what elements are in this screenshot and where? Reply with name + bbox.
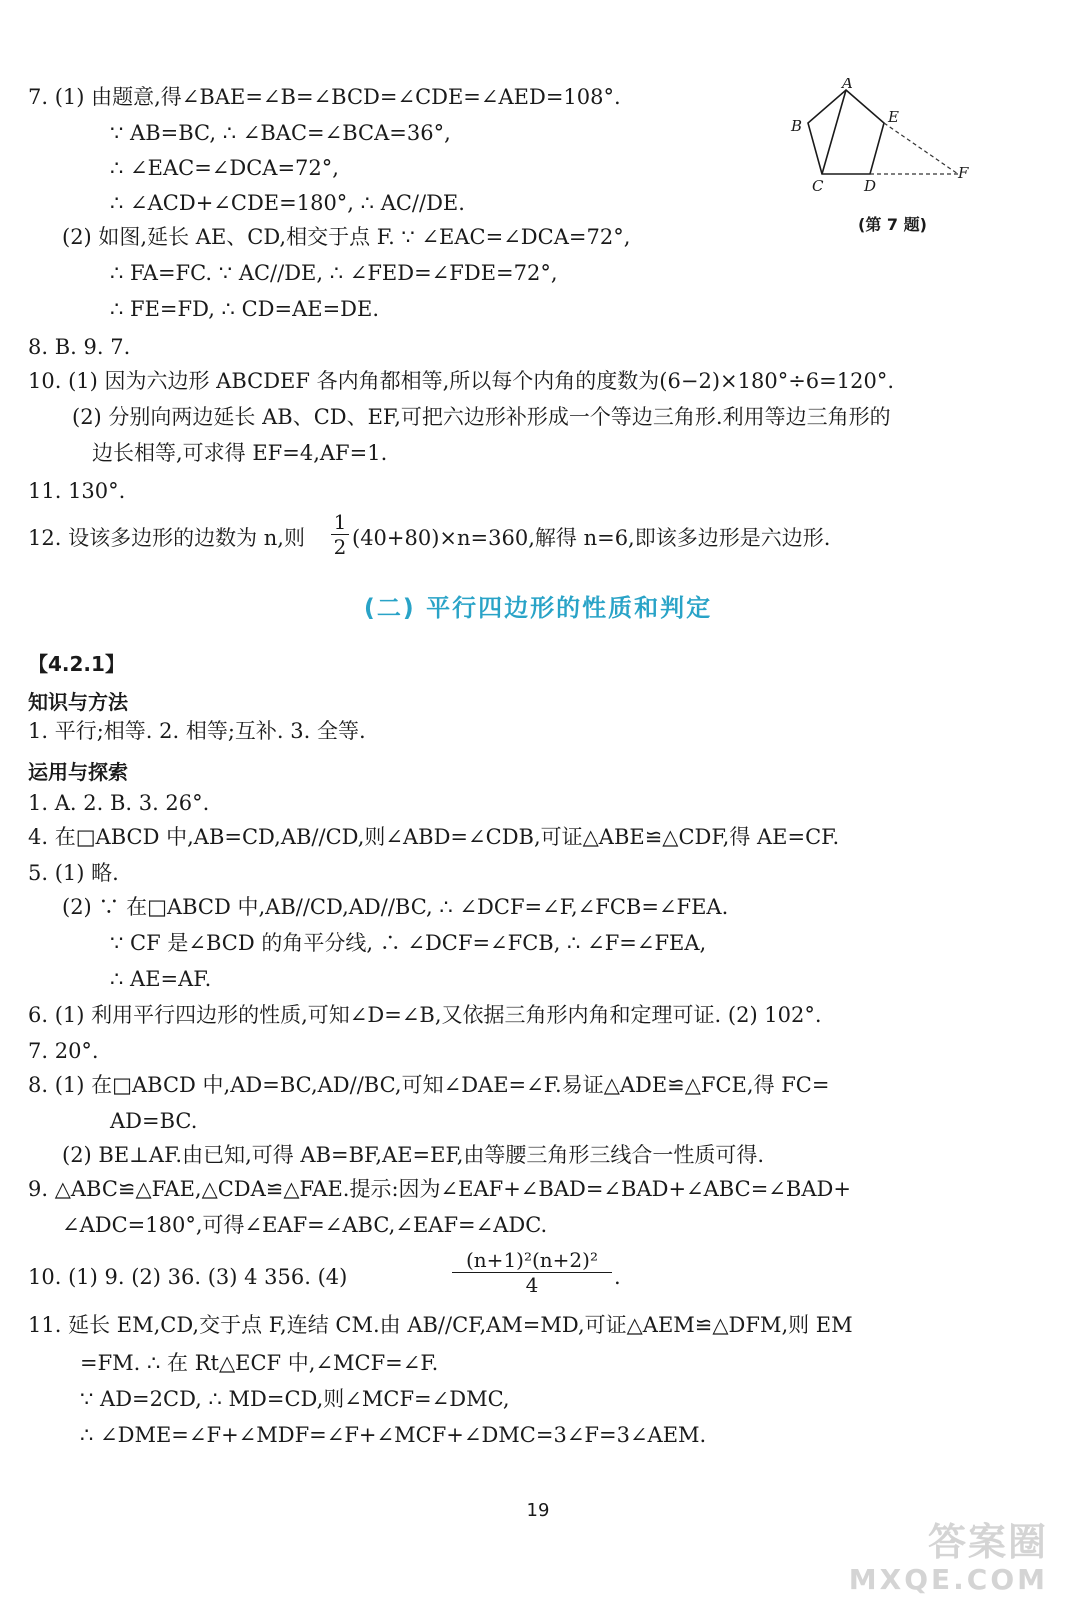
answer-line: 10. (1) 9. (2) 36. (3) 4 356. (4) (28, 1265, 348, 1289)
page-number: 19 (526, 1500, 550, 1521)
pentagon-shape (808, 90, 884, 174)
answer-line: 11. 130°. (28, 479, 126, 503)
heading-apply: 运用与探索 (28, 760, 128, 784)
answer-line: ∴ ∠DME=∠F+∠MDF=∠F+∠MCF+∠DMC=3∠F=3∠AEM. (80, 1423, 707, 1447)
label-b: B (791, 117, 803, 135)
fraction-one-half (331, 510, 349, 559)
heading-4-2-1: 【4.2.1】 (28, 652, 125, 676)
figure-caption: (第 7 题) (858, 215, 927, 234)
label-a: A (842, 78, 853, 92)
answer-line: =FM. ∴ 在 Rt△ECF 中,∠MCF=∠F. (80, 1351, 439, 1375)
answer-line: ∴ FE=FD, ∴ CD=AE=DE. (110, 297, 380, 321)
diagonal-ac (822, 90, 846, 174)
answer-line: ∠ADC=180°,可得∠EAF=∠ABC,∠EAF=∠ADC. (62, 1213, 548, 1237)
fraction-answer-10 (452, 1248, 612, 1297)
answer-line: ∵ AD=2CD, ∴ MD=CD,则∠MCF=∠DMC, (80, 1387, 510, 1411)
answer-line: (2) 分别向两边延长 AB、CD、EF,可把六边形补形成一个等边三角形.利用等边三角形的 (72, 405, 891, 429)
answer-line: (2) BE⊥AF.由已知,可得 AB=BF,AE=EF,由等腰三角形三线合一性质可得. (62, 1143, 765, 1167)
answer-line: 6. (1) 利用平行四边形的性质,可知∠D=∠B,又依据三角形内角和定理可证. (2) 102°. (28, 1003, 822, 1027)
answer-line: 1. A. 2. B. 3. 26°. (28, 791, 210, 815)
label-c: C (812, 177, 824, 195)
answer-line: 12. 设该多边形的边数为 n,则 (28, 526, 305, 550)
label-e: E (888, 108, 899, 126)
answer-line: 边长相等,可求得 EF=4,AF=1. (92, 441, 388, 465)
answer-line: ∴ ∠EAC=∠DCA=72°, (110, 156, 339, 180)
fraction-numerator: 1 (333, 510, 347, 534)
answer-line: (40+80)×n=360,解得 n=6,即该多边形是六边形. (352, 526, 831, 550)
section-title: (二) 平行四边形的性质和判定 (363, 594, 713, 622)
answer-line: (2) ∵ 在□ABCD 中,AB//CD,AD//BC, ∴ ∠DCF=∠F,∠FCB=∠FEA. (62, 895, 729, 919)
answer-line: 10. (1) 因为六边形 ABCDEF 各内角都相等,所以每个内角的度数为(6−2)×180°÷6=120°. (28, 369, 895, 393)
watermark-line1: 答案圈 (927, 1520, 1048, 1564)
answer-line: 8. B. 9. 7. (28, 335, 131, 359)
watermark-logo (849, 1520, 1048, 1596)
answer-line: ∴ ∠ACD+∠CDE=180°, ∴ AC//DE. (110, 191, 465, 215)
watermark-line2: MXQE.COM (848, 1563, 1048, 1596)
answer-line: ∵ AB=BC, ∴ ∠BAC=∠BCA=36°, (110, 121, 451, 145)
answer-line: ∵ CF 是∠BCD 的角平分线, ∴ ∠DCF=∠FCB, ∴ ∠F=∠FEA, (110, 931, 707, 955)
fraction-denominator: 4 (452, 1272, 612, 1297)
answer-line: 7. 20°. (28, 1039, 99, 1063)
fraction-numerator: (n+1)²(n+2)² (466, 1248, 598, 1272)
answer-line: 5. (1) 略. (28, 861, 119, 885)
answer-line: (2) 如图,延长 AE、CD,相交于点 F. ∵ ∠EAC=∠DCA=72°, (62, 225, 631, 249)
answer-line: ∴ FA=FC. ∵ AC//DE, ∴ ∠FED=∠FDE=72°, (110, 261, 558, 285)
pentagon-figure (780, 78, 980, 208)
answer-line: AD=BC. (110, 1109, 198, 1133)
answer-line: 11. 延长 EM,CD,交于点 F,连结 CM.由 AB//CF,AM=MD,可证△AEM≌△DFM,则 EM (28, 1313, 853, 1337)
answer-line: 7. (1) 由题意,得∠BAE=∠B=∠BCD=∠CDE=∠AED=108°. (28, 85, 621, 109)
answer-line: 9. △ABC≌△FAE,△CDA≌△FAE.提示:因为∠EAF+∠BAD=∠BAD+∠ABC=∠BAD+ (28, 1177, 851, 1201)
label-d: D (864, 177, 877, 195)
answer-line: ∴ AE=AF. (110, 967, 212, 991)
fraction-tail: . (614, 1265, 621, 1289)
answer-line: 1. 平行;相等. 2. 相等;互补. 3. 全等. (28, 719, 366, 743)
label-f: F (958, 164, 969, 182)
heading-knowledge: 知识与方法 (28, 690, 128, 714)
extension-ef (884, 123, 958, 174)
answer-line: 8. (1) 在□ABCD 中,AD=BC,AD//BC,可知∠DAE=∠F.易证△ADE≌△FCE,得 FC= (28, 1073, 830, 1097)
answer-line: 4. 在□ABCD 中,AB=CD,AB//CD,则∠ABD=∠CDB,可证△ABE≌△CDF,得 AE=CF. (28, 825, 840, 849)
fraction-denominator: 2 (331, 534, 349, 559)
